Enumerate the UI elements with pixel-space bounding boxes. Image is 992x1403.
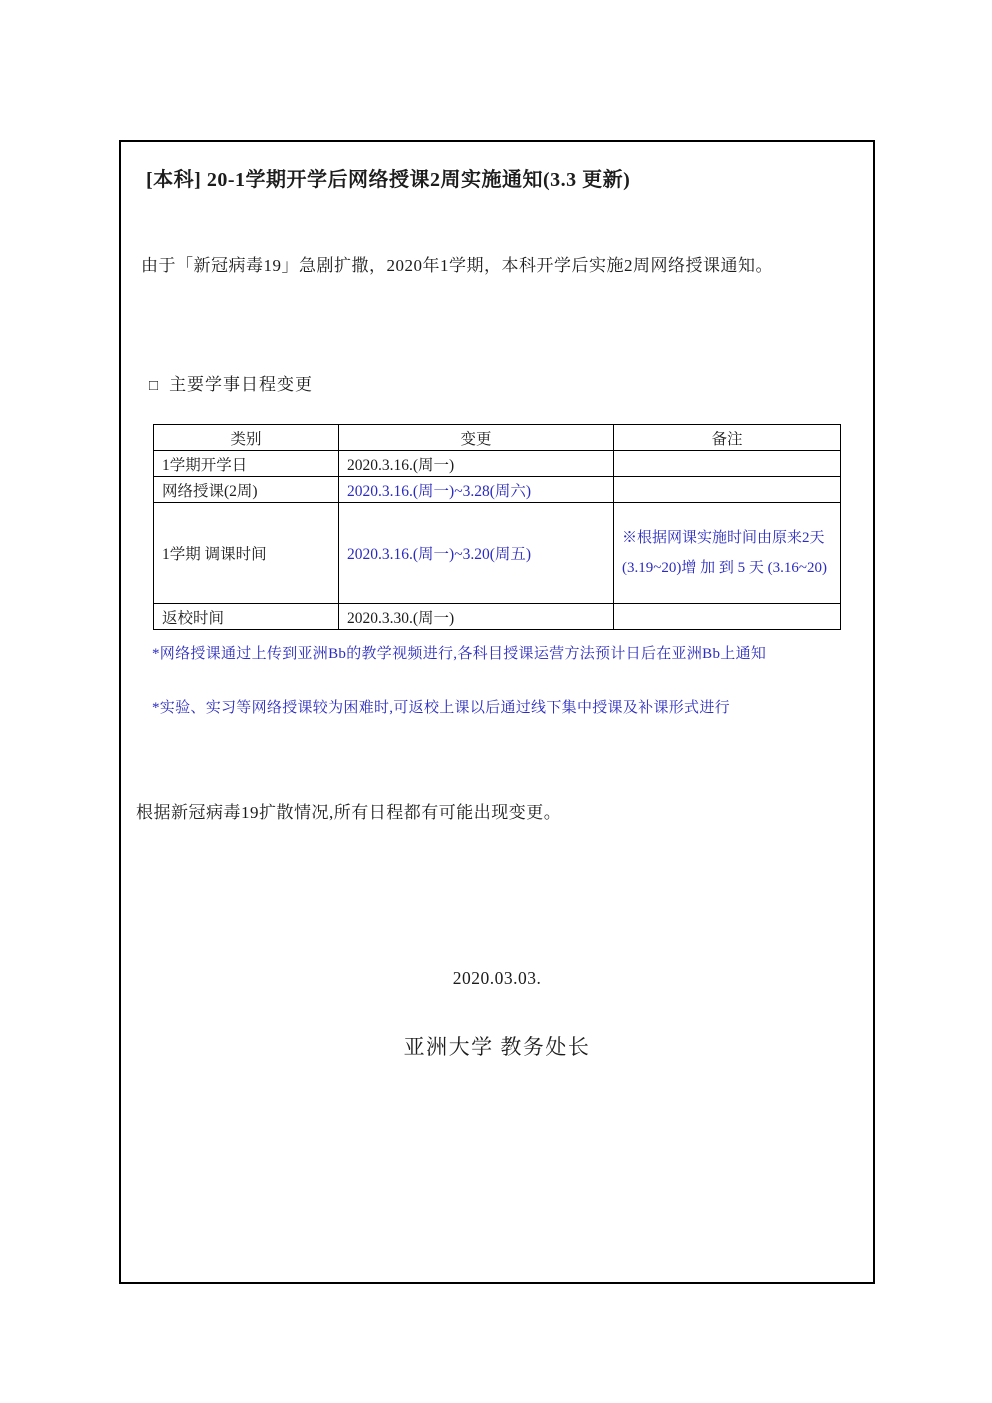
cell-change: 2020.3.30.(周一): [339, 604, 614, 630]
intro-paragraph: 由于「新冠病毒19」急剧扩撒，2020年1学期，本科开学后实施2周网络授课通知。: [141, 256, 773, 275]
cell-remark: [614, 604, 841, 630]
signature-office: 亚洲大学 教务处长: [403, 1035, 591, 1059]
cell-category: 网络授课(2周): [154, 477, 339, 503]
table-header-row: [154, 425, 841, 451]
cell-remark: ※根据网课实施时间由原来2天(3.19~20)增 加 到 5 天 (3.16~20): [614, 503, 841, 604]
cell-remark: [614, 451, 841, 477]
checkbox-icon: □: [149, 378, 160, 394]
table-row-semester-start: [154, 451, 841, 477]
issue-date: 2020.03.03.: [452, 968, 542, 988]
document-page: [119, 140, 875, 1284]
section-heading-label: 主要学事日程变更: [169, 375, 314, 394]
cell-category: 返校时间: [154, 604, 339, 630]
footnote-online-teaching: *网络授课通过上传到亚洲Bb的教学视频进行,各科目授课运营方法预计日后在亚洲Bb上通知: [152, 646, 767, 662]
page-title: [本科] 20-1学期开学后网络授课2周实施通知(3.3 更新): [146, 169, 631, 191]
column-header-change: 变更: [339, 425, 614, 451]
section-heading: [149, 370, 313, 395]
column-header-category: 类别: [154, 425, 339, 451]
cell-change: 2020.3.16.(周一): [339, 451, 614, 477]
cell-change: 2020.3.16.(周一)~3.20(周五): [339, 503, 614, 604]
table-row-online-classes: [154, 477, 841, 503]
column-header-remark: 备注: [614, 425, 841, 451]
disclaimer-paragraph: 根据新冠病毒19扩散情况,所有日程都有可能出现变更。: [136, 803, 562, 822]
footnote-experiment-courses: *实验、实习等网络授课较为困难时,可返校上课以后通过线下集中授课及补课形式进行: [152, 700, 730, 716]
table-row-return-school: [154, 604, 841, 630]
cell-category: 1学期 调课时间: [154, 503, 339, 604]
table-row-course-adjust: [154, 503, 841, 604]
schedule-table: [153, 424, 841, 630]
cell-change: 2020.3.16.(周一)~3.28(周六): [339, 477, 614, 503]
cell-remark: [614, 477, 841, 503]
cell-category: 1学期开学日: [154, 451, 339, 477]
